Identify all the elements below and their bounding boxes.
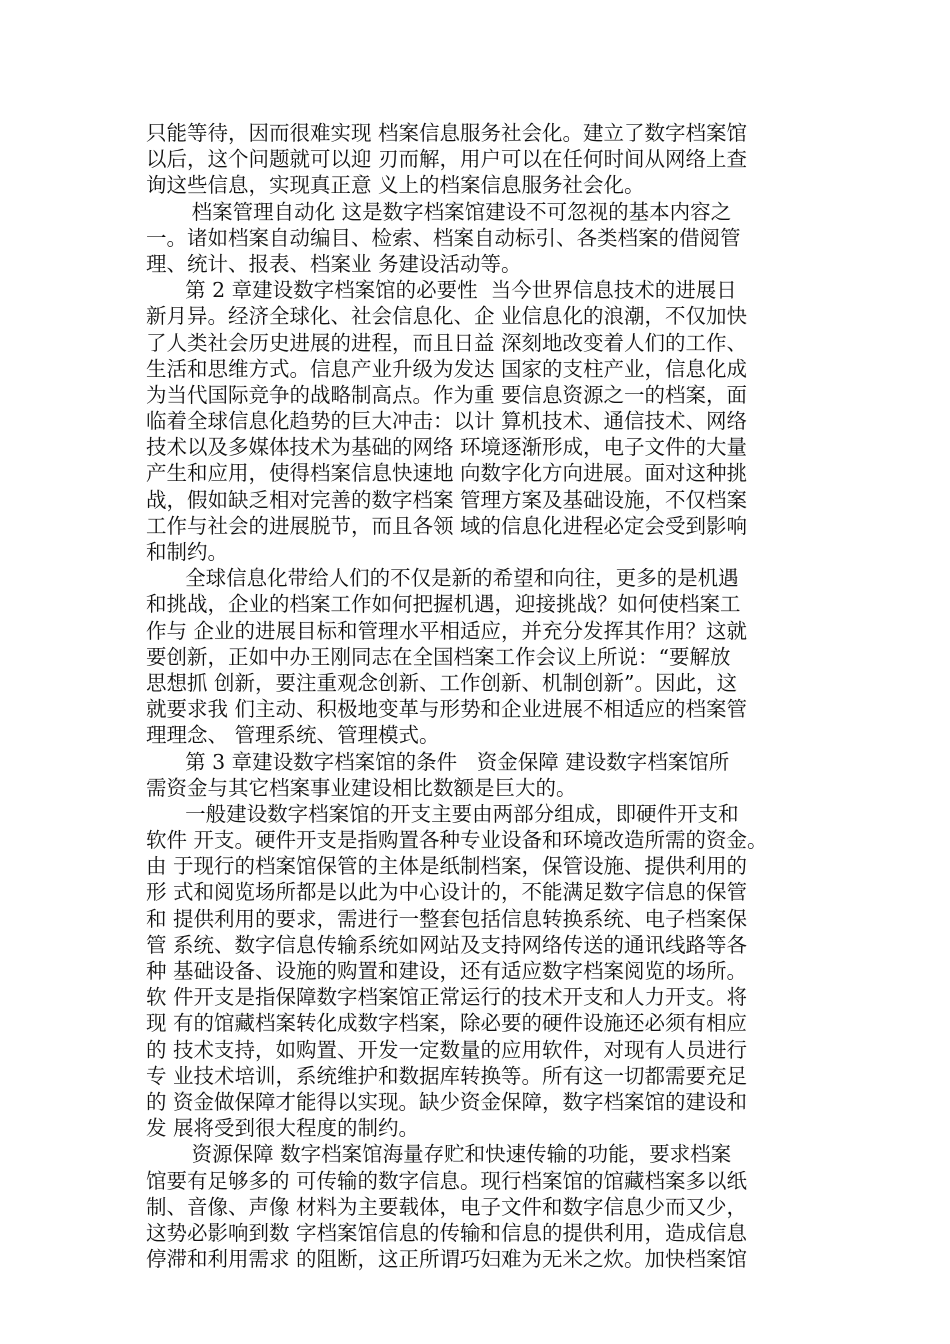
text-line: 这势必影响到数 字档案馆信息的传输和信息的提供利用，造成信息: [146, 1220, 748, 1245]
chapter-2-heading-line: 第 2 章建设数字档案馆的必要性 当今世界信息技术的进展日: [146, 278, 737, 303]
text-line: 软 件开支是指保障数字档案馆正常运行的技术开支和人力开支。将: [146, 985, 748, 1010]
text-line: 战，假如缺乏相对完善的数字档案 管理方案及基础设施，不仅档案: [146, 487, 748, 512]
text-line: 馆要有足够多的 可传输的数字信息。现行档案馆的馆藏档案多以纸: [146, 1168, 748, 1193]
text-line: 管 系统、数字信息传输系统如网站及支持网络传送的通讯线路等各: [146, 932, 748, 957]
text-line: 需资金与其它档案事业建设相比数额是巨大的。: [146, 775, 577, 800]
text-line: 发 展将受到很大程度的制约。: [146, 1116, 420, 1141]
text-line: 档案管理自动化 这是数字档案馆建设不可忽视的基本内容之: [146, 199, 732, 224]
text-line: 由 于现行的档案馆保管的主体是纸制档案，保管设施、提供利用的: [146, 854, 748, 879]
text-line: 询这些信息，实现真正意 义上的档案信息服务社会化。: [146, 173, 645, 198]
text-line: 软件 开支。硬件开支是指购置各种专业设备和环境改造所需的资金。: [146, 828, 768, 853]
chapter-3-heading-line: 第 3 章建设数字档案馆的条件 资金保障 建设数字档案馆所: [146, 749, 730, 774]
text-line: 以后，这个问题就可以迎 刃而解，用户可以在任何时间从网络上查: [146, 147, 748, 172]
text-line: 临着全球信息化趋势的巨大冲击：以计 算机技术、通信技术、网络: [146, 409, 748, 434]
text-line: 生活和思维方式。信息产业升级为发达 国家的支柱产业，信息化成: [146, 356, 748, 381]
text-line: 资源保障 数字档案馆海量存贮和快速传输的功能，要求档案: [146, 1142, 732, 1167]
text-line: 的 资金做保障才能得以实现。缺少资金保障，数字档案馆的建设和: [146, 1089, 748, 1114]
text-line: 思想抓 创新，要注重观念创新、工作创新、机制创新”。因此，这: [146, 670, 737, 695]
text-line: 技术以及多媒体技术为基础的网络 环境逐渐形成，电子文件的大量: [146, 435, 748, 460]
text-line: 理理念、 管理系统、管理模式。: [146, 723, 440, 748]
text-line: 形 式和阅览场所都是以此为中心设计的，不能满足数字信息的保管: [146, 880, 748, 905]
text-line: 和挑战，企业的档案工作如何把握机遇，迎接挑战？如何使档案工: [146, 592, 741, 617]
text-line: 专 业技术培训，系统维护和数据库转换等。所有这一切都需要充足: [146, 1063, 748, 1088]
text-line: 为当代国际竞争的战略制高点。作为重 要信息资源之一的档案，面: [146, 382, 748, 407]
text-line: 就要求我 们主动、积极地变革与形势和企业进展不相适应的档案管: [146, 697, 748, 722]
text-line: 和制约。: [146, 540, 228, 564]
text-line: 作与 企业的进展目标和管理水平相适应，并充分发挥其作用？这就: [146, 618, 748, 643]
text-line: 理、统计、报表、档案业 务建设活动等。: [146, 251, 522, 276]
text-line: 了人类社会历史进展的进程，而且日益 深刻地改变着人们的工作、: [146, 330, 748, 355]
text-line: 现 有的馆藏档案转化成数字档案，除必要的硬件设施还必须有相应: [146, 1011, 748, 1036]
document-body: [146, 120, 810, 1272]
text-line: 种 基础设备、设施的购置和建设，还有适应数字档案阅览的场所。: [146, 959, 748, 983]
text-line: 新月异。经济全球化、社会信息化、企 业信息化的浪潮，不仅加快: [146, 304, 748, 329]
text-line: 制、音像、声像 材料为主要载体，电子文件和数字信息少而又少，: [146, 1194, 748, 1219]
text-line: 停滞和利用需求 的阻断，这正所谓巧妇难为无米之炊。加快档案馆: [146, 1247, 748, 1272]
text-line: 全球信息化带给人们的不仅是新的希望和向往，更多的是机遇: [146, 566, 739, 591]
text-line: 产生和应用，使得档案信息快速地 向数字化方向进展。面对这种挑: [146, 461, 748, 486]
text-line: 一。诸如档案自动编目、检索、档案自动标引、各类档案的借阅管: [146, 225, 741, 250]
text-line: 工作与社会的进展脱节，而且各领 域的信息化进程必定会受到影响: [146, 513, 748, 538]
text-line: 要创新，正如中办王刚同志在全国档案工作会议上所说：“要解放: [146, 644, 731, 669]
text-line: 的 技术支持，如购置、开发一定数量的应用软件，对现有人员进行: [146, 1037, 748, 1062]
text-line: 只能等待，因而很难实现 档案信息服务社会化。建立了数字档案馆: [146, 121, 748, 145]
text-line: 一般建设数字档案馆的开支主要由两部分组成，即硬件开支和: [146, 801, 739, 826]
text-line: 和 提供利用的要求，需进行一整套包括信息转换系统、电子档案保: [146, 906, 748, 931]
